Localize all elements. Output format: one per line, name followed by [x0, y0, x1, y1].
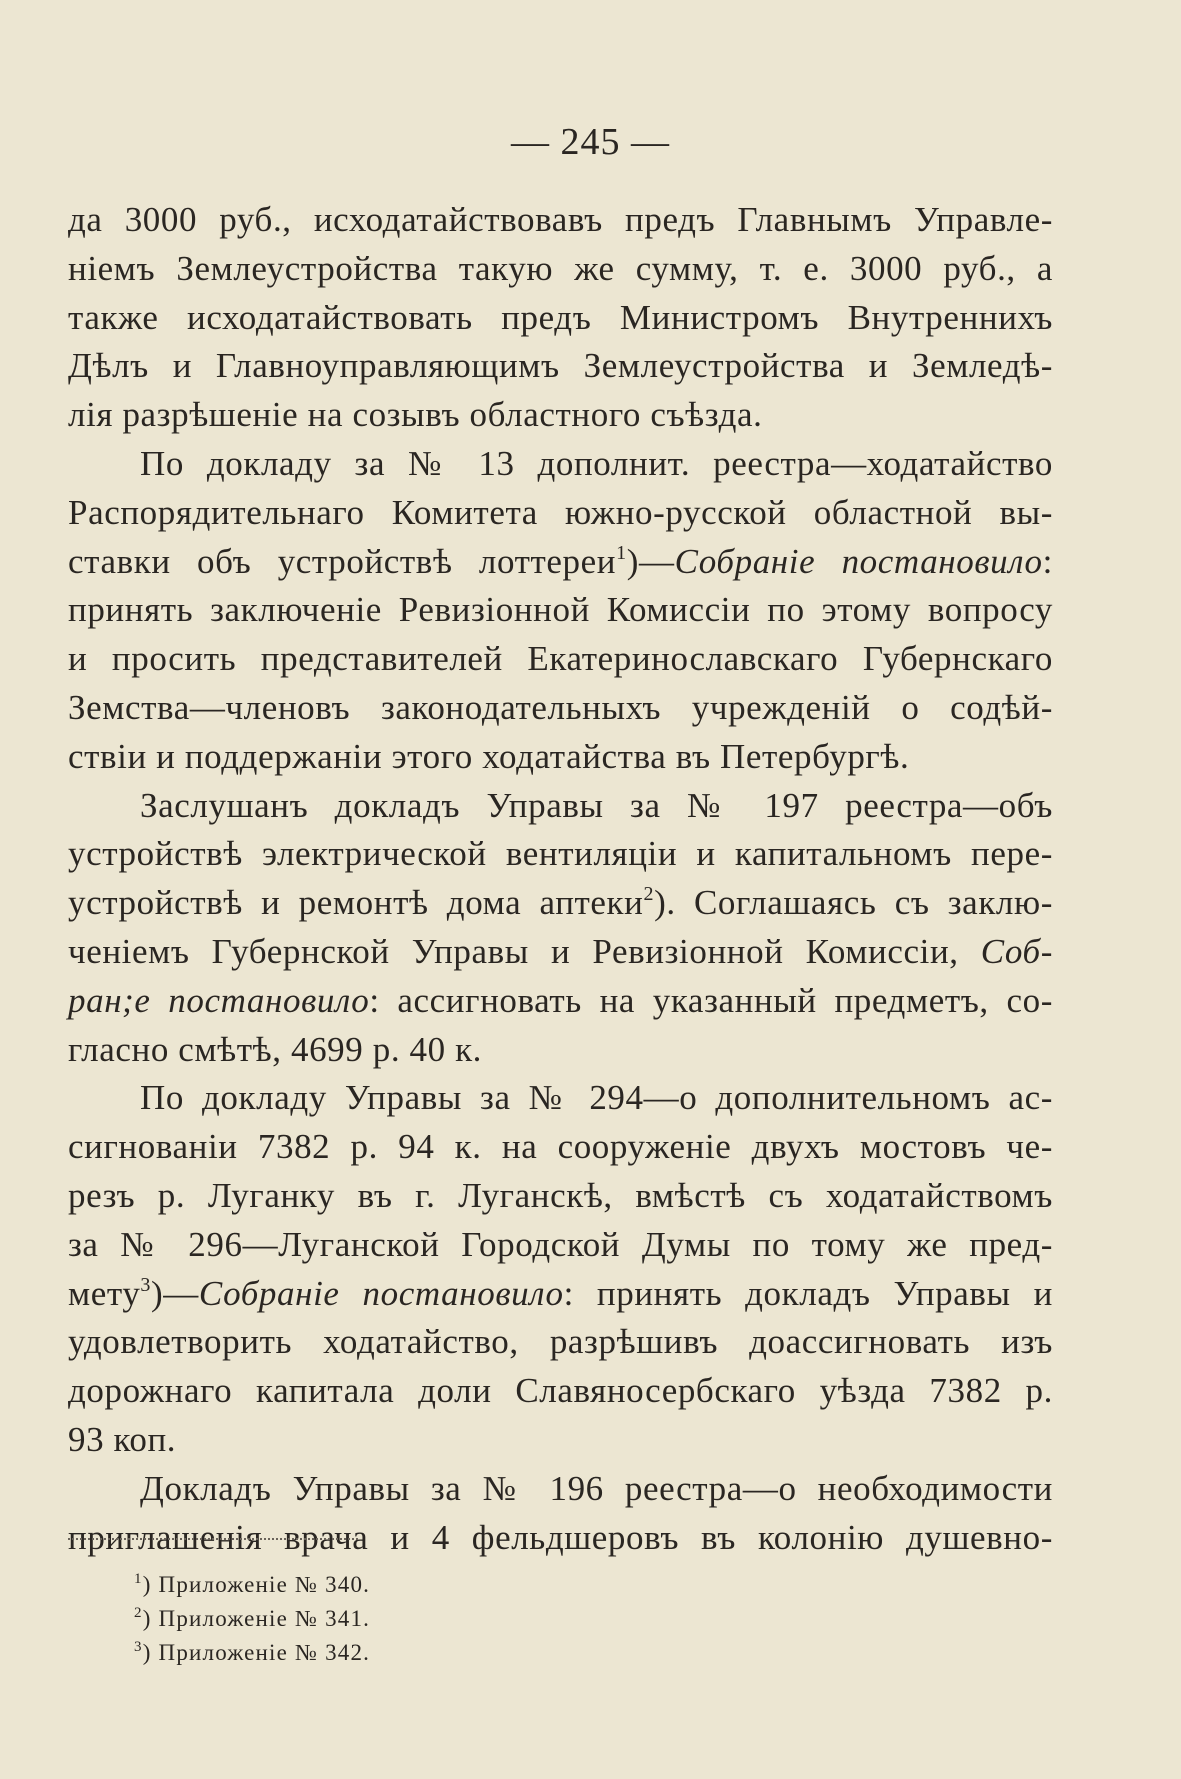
footnote-ref: 3	[140, 1273, 152, 1296]
italic-phrase: Соб-	[980, 931, 1053, 971]
text-line: устройствѣ электрической вентиляціи и капитальномъ пере-	[68, 834, 1053, 874]
footnote	[134, 1636, 734, 1670]
text-line: По докладу за № 13 дополнит. реестра—ходатайство	[140, 443, 1053, 483]
text-line: принять заключеніе Ревизіонной Комиссіи по этому вопросу	[68, 590, 1053, 630]
paragraph	[68, 1465, 1053, 1563]
text-line: за № 296—Луганской Городской Думы по тому же пред-	[68, 1224, 1053, 1264]
main-text	[68, 196, 1053, 1562]
text-run: устройствѣ и ремонтѣ дома аптеки	[68, 883, 644, 923]
text-line	[68, 538, 1053, 587]
text-line: дорожнаго капитала доли Славяносербскаго уѣзда 7382 р.	[68, 1371, 1053, 1411]
text-line: да 3000 руб., исходатайствовавъ предъ Главнымъ Управле-	[68, 200, 1053, 239]
text-run: : ассигновать на указанный предметъ, со-	[369, 980, 1053, 1020]
text-line: также исходатайствовать предъ Министромъ Внутреннихъ	[68, 297, 1053, 337]
text-line: сигнованіи 7382 р. 94 к. на сооруженіе двухъ мостовъ че-	[68, 1127, 1053, 1167]
text-line: Земства—членовъ законодательныхъ учрежденій о содѣй-	[68, 687, 1053, 727]
text-run: :	[1042, 541, 1053, 581]
text-line: ніемъ Землеустройства такую же сумму, т. е. 3000 руб., а	[68, 248, 1053, 288]
paragraph	[68, 782, 1053, 1075]
text-run: ). Соглашаясь съ заклю-	[654, 883, 1053, 923]
footnote	[134, 1568, 734, 1602]
footnote-ref: 1	[616, 541, 627, 564]
text-line	[68, 879, 1053, 928]
footnotes	[134, 1568, 734, 1670]
footnote-ref: 2	[643, 883, 655, 906]
text-line: Дѣлъ и Главноуправляющимъ Землеустройства и Земледѣ-	[68, 346, 1053, 386]
text-line	[68, 1270, 1053, 1319]
text-run: : принять докладъ Управы и	[563, 1273, 1053, 1313]
paragraph	[68, 1074, 1053, 1464]
footnote-separator	[68, 1538, 358, 1540]
text-line: Докладъ Управы за № 196 реестра—о необходимости	[140, 1468, 1053, 1508]
footnote-text: ) Приложеніе № 340.	[142, 1572, 371, 1597]
footnote-text: ) Приложеніе № 341.	[142, 1606, 371, 1631]
text-run: )—	[151, 1273, 199, 1313]
italic-phrase: Собраніе постановило	[674, 541, 1043, 581]
footnote-mark: 2	[134, 1605, 143, 1621]
footnote	[134, 1602, 734, 1636]
text-line	[68, 928, 1053, 977]
text-line	[68, 977, 1053, 1026]
paragraph	[68, 440, 1053, 782]
page-number: — 245 —	[511, 121, 670, 163]
text-line: ствіи и поддержаніи этого ходатайства въ Петербургѣ.	[68, 736, 910, 776]
paragraph	[68, 196, 1053, 440]
text-line: резъ р. Луганку въ г. Луганскѣ, вмѣстѣ съ ходатайствомъ	[68, 1175, 1053, 1215]
text-line: Распорядительнаго Комитета южно-русской областной вы-	[68, 492, 1053, 532]
text-run: ченіемъ Губернской Управы и Ревизіонной Комиссіи,	[68, 931, 981, 971]
text-run: )—	[626, 541, 675, 581]
text-line: приглашенія врача и 4 фельдшеровъ въ колонію душевно-	[68, 1517, 1053, 1557]
text-line: и просить представителей Екатеринославскаго Губернскаго	[68, 639, 1053, 679]
footnote-mark: 1	[134, 1571, 143, 1587]
text-line: гласно смѣтѣ, 4699 р. 40 к.	[68, 1029, 483, 1069]
text-line: лія разрѣшеніе на созывъ областного съѣзда.	[68, 395, 763, 435]
text-run: ставки объ устройствѣ лоттереи	[68, 541, 617, 581]
text-line: 93 коп.	[68, 1419, 177, 1459]
text-line: По докладу Управы за № 294—о дополнительномъ ас-	[140, 1078, 1053, 1118]
footnote-mark: 3	[134, 1639, 143, 1655]
footnote-text: ) Приложеніе № 342.	[142, 1640, 371, 1665]
italic-phrase: ран;е постановило	[68, 980, 370, 1020]
text-line: Заслушанъ докладъ Управы за № 197 реестра—объ	[140, 785, 1053, 825]
text-line: удовлетворить ходатайство, разрѣшивъ доассигновать изъ	[68, 1322, 1053, 1362]
text-run: мету	[68, 1273, 141, 1313]
italic-phrase: Собраніе постановило	[198, 1273, 564, 1313]
